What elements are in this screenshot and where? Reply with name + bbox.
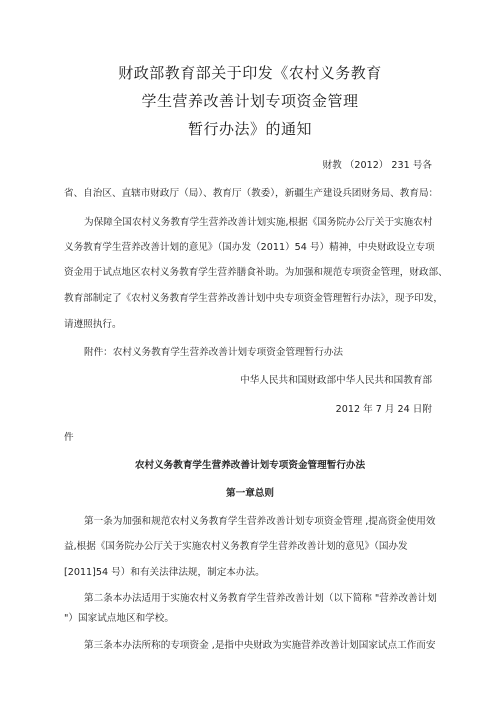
chapter-heading: 第一章总则 [226, 488, 274, 499]
notice-title-line-3: 暂行办法》的通知 [187, 120, 312, 138]
article-2-line-2: "）国家试点地区和学校。 [64, 613, 174, 624]
measures-title: 农村义务教育学生营养改善计划专项资金管理暂行办法 [134, 460, 366, 471]
article-1-line-3: [2011]54 号）和有关法律法规，制定本办法。 [64, 567, 265, 578]
addressees: 省、自治区、直辖市财政厅（局）、教育厅（教委），新疆生产建设兵团财务局、教育局： [64, 188, 439, 199]
body-line-3: 资金用于试点地区农村义务教育学生营养膳食补助。为加强和规范专项资金管理，财政部、 [64, 267, 448, 278]
body-line-4: 教育部制定了《农村义务教育学生营养改善计划中央专项资金管理暂行办法》，现予印发， [64, 293, 443, 304]
body-line-5: 请遵照执行。 [64, 319, 122, 330]
signature: 中华人民共和国财政部中华人民共和国教育部 [240, 375, 432, 386]
issue-date: 2012 年 7 月 24 日附 [335, 404, 432, 415]
attachment-note: 附件：农村义务教育学生营养改善计划专项资金管理暂行办法 [84, 347, 344, 358]
article-3-line-1: 第三条本办法所称的专项资金 ,是指中央财政为实施营养改善计划国家试点工作而安 [84, 640, 436, 651]
notice-title-line-2: 学生营养改善计划专项资金管理 [141, 92, 359, 110]
article-2-line-1: 第二条本办法适用于实施农村义务教育学生营养改善计划（以下简称 "营养改善计划 [84, 593, 437, 604]
article-1-line-2: 益,根据《国务院办公厅关于实施农村义务教育学生营养改善计划的意见》（国办发 [64, 541, 408, 552]
issue-date-tail: 件 [64, 432, 74, 443]
notice-title-line-1: 财政部教育部关于印发《农村义务教育 [118, 64, 382, 82]
document-number: 财教 （2012） 231 号各 [322, 160, 432, 171]
body-line-1: 为保障全国农村义务教育学生营养改善计划实施,根据《国务院办公厅关于实施农村 [84, 217, 433, 228]
article-1-line-1: 第一条为加强和规范农村义务教育学生营养改善计划专项资金管理 ,提高资金使用效 [84, 516, 436, 527]
body-line-2: 义务教育学生营养改善计划的意见》（国办发（2011）54 号）精神，中央财政设立专项 [64, 242, 435, 253]
